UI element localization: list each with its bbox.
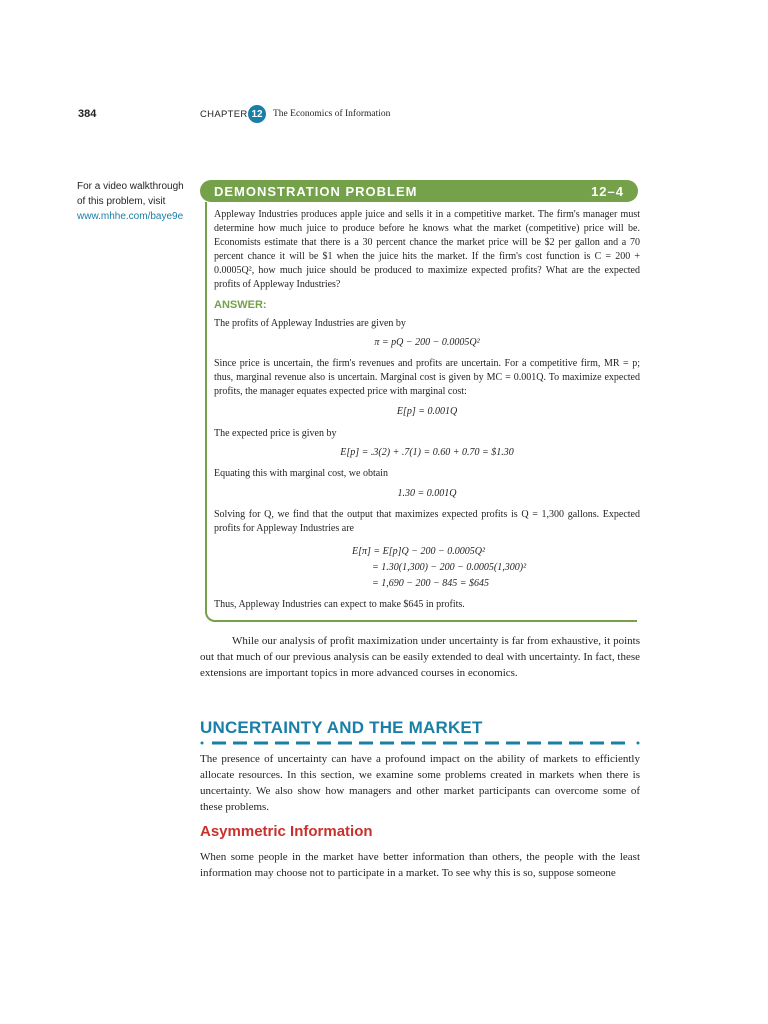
chapter-number-badge: 12 — [248, 105, 266, 123]
answer-text-2: Since price is uncertain, the firm's revenues and profits are uncertain. For a competitive firm, MR = p; thus, marginal revenue also is uncertain. Marginal cost is given by MC = 0.001Q. To maximize expected profits, the manager equates expected price with marginal cost: — [214, 358, 640, 397]
margin-note — [77, 179, 195, 224]
chapter-label: CHAPTER — [200, 109, 248, 120]
demo-problem-number: 12–4 — [591, 183, 624, 199]
equation-expected-profit-step2: = 1.30(1,300) − 200 − 0.0005(1,300)² — [372, 562, 527, 573]
body-paragraph-3: When some people in the market have better information than others, the people with the least information may choose not to participate in a market. To see why this is so, suppose someone — [200, 851, 640, 879]
margin-note-line2: of this problem, visit — [77, 196, 166, 207]
equation-expected-price: E[p] = .3(2) + .7(1) = 0.60 + 0.70 = $1.30 — [340, 447, 514, 458]
demo-problem-text: Appleway Industries produces apple juice and sells it in a competitive market. The firm's manager must determine how much juice to produce before he knows what the market (competitive) price will be. Economists estimate that there is a 30 percent chance the market price will be $2 per gallon and a 70 percent chance it will be $1 when the juice hits the market. If the firm's cost function is C = 200 + 0.0005Q², how much juice should be produced to maximize expected profits? What are the expected profits of Appleway Industries? — [214, 209, 640, 290]
answer-text-4: Equating this with marginal cost, we obtain — [214, 468, 388, 479]
demo-problem-banner — [200, 180, 638, 202]
body-paragraph-2: The presence of uncertainty can have a profound impact on the ability of markets to efficiently allocate resources. In this section, we examine some problems created in markets when there is uncertainty. We also show how managers and other market participants can overcome some of these problems. — [200, 753, 640, 813]
margin-note-link[interactable]: www.mhhe.com/baye9e — [77, 211, 184, 222]
margin-note-line1: For a video walkthrough — [77, 181, 184, 192]
answer-text-5: Solving for Q, we find that the output that maximizes expected profits is Q = 1,300 gallons. Expected profits for Appleway Industries are — [214, 509, 640, 534]
section-title: UNCERTAINTY AND THE MARKET — [200, 718, 483, 737]
page-number: 384 — [78, 108, 97, 120]
answer-text-3: The expected price is given by — [214, 428, 337, 439]
answer-label: ANSWER: — [214, 299, 267, 311]
equation-profit: π = pQ − 200 − 0.0005Q² — [374, 337, 480, 348]
equation-expected-price-mc: E[p] = 0.001Q — [396, 406, 458, 417]
answer-conclusion: Thus, Appleway Industries can expect to make $645 in profits. — [214, 599, 465, 610]
body-paragraph-1: While our analysis of profit maximization under uncertainty is far from exhaustive, it points out that much of our previous analysis can be easily extended to deal with uncertainty. In fact, these extensions are important topics in more advanced courses in economics. — [200, 635, 640, 679]
chapter-title: The Economics of Information — [273, 109, 391, 119]
section-dashed-rule — [200, 741, 640, 745]
demo-problem-title: DEMONSTRATION PROBLEM — [214, 183, 418, 199]
equation-expected-profit: E[π] = E[p]Q − 200 − 0.0005Q² — [352, 546, 485, 557]
equation-equate: 1.30 = 0.001Q — [397, 488, 457, 499]
equation-expected-profit-step3: = 1,690 − 200 − 845 = $645 — [372, 578, 489, 589]
answer-text-1: The profits of Appleway Industries are given by — [214, 318, 406, 329]
subsection-title: Asymmetric Information — [200, 823, 373, 840]
